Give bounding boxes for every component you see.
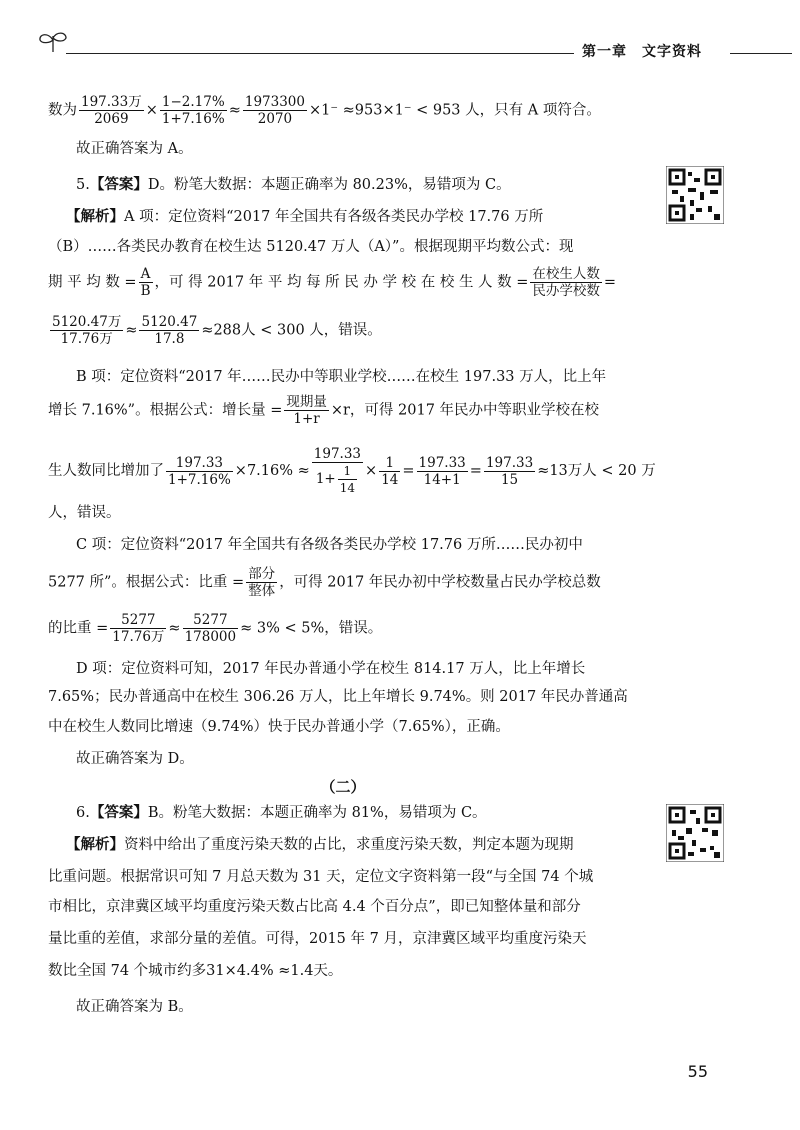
- fraction: $\frac{A}{B}$: [140, 266, 151, 299]
- fraction: 197.33 1+ $\frac{1}{14}$: [313, 446, 362, 495]
- fraction: $\frac{\text{在校生人数}}{\text{民办学校数}}$: [532, 266, 600, 299]
- q6-analysis-c: 市相比，京津冀区域平均重度污染天数占比高 4.4 个百分点”，即已知整体量和部分: [48, 899, 581, 915]
- q6-answer: 6.【答案】B。粉笔大数据：本题正确率为 81%，易错项为 C。: [76, 805, 487, 821]
- q5-answer: 5.【答案】D。粉笔大数据：本题正确率为 80.23%，易错项为 C。: [76, 177, 511, 193]
- answer-line: 故正确答案为 A。: [76, 141, 193, 157]
- fraction: $\frac{197.33}{1+7.16\%}$: [168, 454, 231, 488]
- q5-option-c-calc: 的比重 = $\frac{5277}{\text{17.76万}}$ ≈ $\frac{5277}{178000}$ ≈ 3% < 5%，错误。: [48, 612, 383, 645]
- section-heading: （二）: [320, 778, 366, 796]
- q5-option-d-3: 中在校生人数同比增速（9.74%）快于民办普通小学（7.65%），正确。: [48, 719, 510, 735]
- fraction: $\frac{1-2.17\%}{1+7.16\%}$: [161, 94, 225, 127]
- fraction: $\frac{\text{现期量}}{1+r}$: [286, 394, 327, 427]
- fraction: $\frac{5277}{178000}$: [184, 612, 237, 645]
- chapter-title: 第一章 文字资料: [582, 44, 702, 60]
- q5-option-c-formula: 5277 所”。根据公式：比重 = $\frac{\text{部分}}{\text{整体}}$ ，可得 2017 年民办初中学校数量占民办学校总数: [48, 566, 601, 599]
- header-rule-left: [66, 53, 574, 54]
- fraction: $\frac{1}{14}$: [381, 454, 399, 488]
- q5-option-b-end: 人，错误。: [48, 505, 121, 521]
- q5-final-answer: 故正确答案为 D。: [76, 751, 194, 767]
- fraction: $\frac{1}{14}$: [339, 464, 355, 495]
- fraction: $\frac{\text{5120.47万}}{\text{17.76万}}$: [52, 314, 122, 347]
- q6-analysis-e: 数比全国 74 个城市约多31×4.4% ≈1.4天。: [48, 963, 343, 979]
- fraction: $\frac{5120.47}{17.8}$: [141, 314, 198, 347]
- fraction: $\frac{1973300}{2070}$: [244, 94, 305, 127]
- fraction: $\frac{5277}{\text{17.76万}}$: [112, 612, 165, 645]
- q5-option-b-formula: 增长 7.16%”。根据公式：增长量 = $\frac{\text{现期量}}{1+r}$ ×r，可得 2017 年民办中等职业学校在校: [48, 394, 600, 427]
- fraction: $\frac{\text{部分}}{\text{整体}}$: [248, 566, 276, 599]
- sprout-logo-icon: [36, 30, 70, 54]
- q5-analysis-b: （B）……各类民办教育在校生达 5120.47 万人（A）”。根据现期平均数公式：现: [48, 239, 574, 255]
- qr-code-icon: [666, 804, 724, 862]
- q5-analysis-c: 期 平 均 数 = $\frac{A}{B}$ ，可 得 2017 年 平 均 每 所 民 办 学 校 在 校 生 人 数 = $\frac{\text{在校生人数}}{\text{民办学校数}}$ =: [48, 266, 617, 299]
- header-rule-right: [730, 53, 792, 54]
- q5-option-d-2: 7.65%；民办普通高中在校生 306.26 万人，比上年增长 9.74%。则 2017 年民办普通高: [48, 689, 628, 705]
- q5-option-b-calc: 生人数同比增加了 $\frac{197.33}{1+7.16\%}$ ×7.16% ≈ 197.33 1+ $\frac{1}{14}$ × $\frac{1}{14}$ = $\frac{197.33}{14+1}$ = $\frac{197.33}{15}$ ≈13万人 < 20 万: [48, 446, 656, 495]
- page-number: 55: [687, 1062, 708, 1081]
- q6-analysis-a: 【解析】资料中给出了重度污染天数的占比，求重度污染天数，判定本题为现期: [66, 837, 574, 853]
- formula-line-1: 数为 $\frac{\text{197.33万}}{2069}$ × $\frac{1-2.17\%}{1+7.16\%}$ ≈ $\frac{1973300}{2070}$ ×1⁻ ≈953×1⁻ < 953 人，只有 A 项符合。: [48, 94, 601, 127]
- fraction: $\frac{197.33}{14+1}$: [418, 454, 466, 488]
- qr-code-icon: [666, 166, 724, 224]
- q5-option-c: C 项：定位资料“2017 年全国共有各级各类民办学校 17.76 万所……民办初中: [76, 537, 583, 553]
- q5-option-d: D 项：定位资料可知，2017 年民办普通小学在校生 814.17 万人，比上年增长: [76, 661, 586, 677]
- q6-final-answer: 故正确答案为 B。: [76, 999, 193, 1015]
- fraction: $\frac{197.33}{15}$: [485, 454, 534, 488]
- q5-option-b: B 项：定位资料“2017 年……民办中等职业学校……在校生 197.33 万人，比上年: [76, 369, 607, 385]
- q5-analysis-d: $\frac{\text{5120.47万}}{\text{17.76万}}$ ≈ $\frac{5120.47}{17.8}$ ≈288人 < 300 人，错误。: [52, 314, 382, 347]
- q6-analysis-b: 比重问题。根据常识可知 7 月总天数为 31 天，定位文字资料第一段“与全国 74 个城: [48, 869, 594, 885]
- fraction: $\frac{\text{197.33万}}{2069}$: [81, 94, 142, 127]
- q5-analysis-a: 【解析】A 项：定位资料“2017 年全国共有各级各类民办学校 17.76 万所: [66, 209, 544, 225]
- q6-analysis-d: 量比重的差值，求部分量的差值。可得，2015 年 7 月，京津冀区域平均重度污染天: [48, 931, 587, 947]
